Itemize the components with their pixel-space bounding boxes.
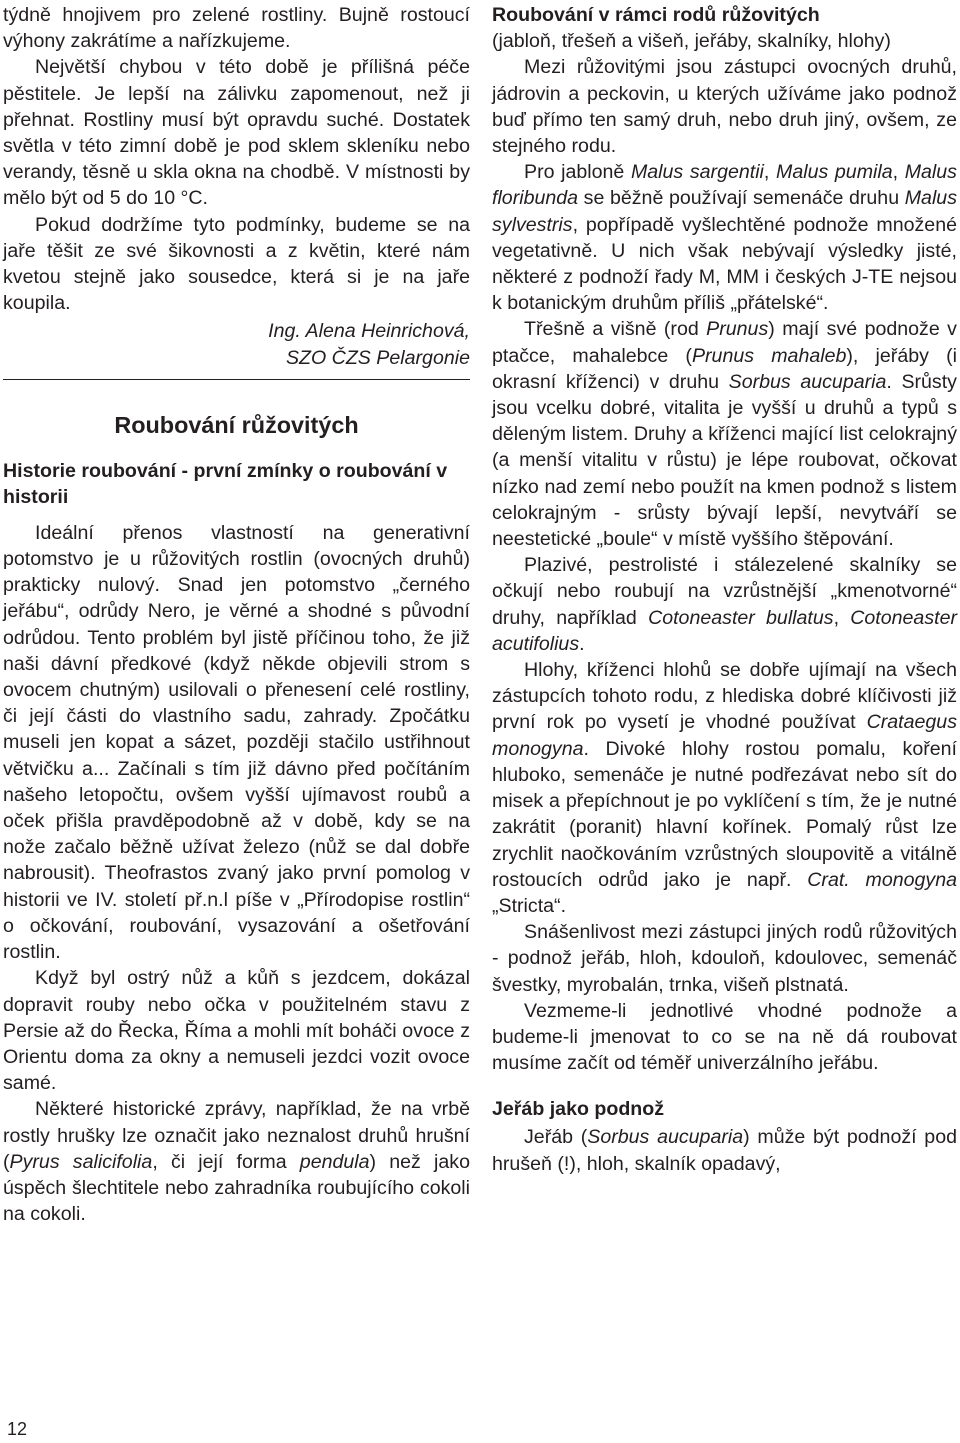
paragraph — [492, 1124, 957, 1176]
left-column — [3, 2, 470, 1227]
text: se běžně používají semenáče druhu — [578, 187, 905, 210]
italic-text: Pyrus salicifolia — [9, 1150, 153, 1173]
text: Mezi růžovitými jsou zástupci ovocných druhů, jádrovin a peckovin, u kterých užíváme jako podnož buď přímo ten samý druh, nebo druh jiný, ovšem, ze stejného rodu. — [492, 56, 957, 158]
text: , popřípadě vyšlechtěné podnože množené vegetativně. U nich však nebývají výsledky jisté, některé z podnoží řady M, MM i českých J-TE nejsou k botanickým druhům příliš „přátelské“. — [492, 213, 957, 315]
text: Jeřáb ( — [524, 1126, 588, 1149]
paragraph — [492, 54, 957, 159]
text: Když byl ostrý nůž a kůň s jezdcem, dokázal dopravit rouby nebo očka v použitelném stavu z Persie až do Řecka, Říma a mohli mít boháči ovoce z Orientu doma za okny a nemuseli jezdci vozit ovoce samé. — [3, 967, 470, 1095]
grafting-section — [492, 28, 957, 1076]
italic-text: Sorbus aucuparia — [587, 1126, 744, 1149]
italic-text: Crat. monogyna — [807, 868, 958, 891]
paragraph — [492, 657, 957, 919]
text: Největší chybou v této době je přílišná péče pěstitele. Je lepší na zálivku zapomenout, než ji přehnat. Rostliny musí být opravdu suché. Dostatek světla v této zimní době je pod sklem skleníku nebo verandy, těsně u skla okna na chodbě. V místnosti by mělo být od 5 do 10 °C. — [3, 56, 470, 210]
italic-text: Malus sargentii — [630, 161, 764, 184]
section-heading-rowan-rootstock: Jeřáb jako podnož — [492, 1098, 665, 1121]
history-section — [3, 520, 470, 1227]
text: ) může být podnoží pod hrušeň (!), hloh, skalník opadavý, — [492, 1126, 957, 1175]
text: Pokud dodržíme tyto podmínky, budeme se na jaře těšit ze své šikovnosti a z květin, které nám kvetou stejně jako sousedce, která si je na jaře koupila. — [3, 213, 470, 315]
paragraph — [492, 159, 957, 316]
text: ) než jako úspěch šlechtitele nebo zahradníka roubujícího cokoli na cokoli. — [3, 1150, 470, 1226]
italic-text: Cotoneaster acutifolius — [492, 606, 957, 655]
italic-text: Malus pumila — [776, 161, 893, 184]
italic-text: Malus floribunda — [492, 161, 957, 210]
text: Třešně a višně (rod — [524, 318, 707, 341]
paragraph — [492, 998, 957, 1077]
text: . Srůsty jsou vcelku dobré, vitalita je vyšší u druhů a typů s děleným listem. Druhy a kříženci mající list celokrajný (a menší vitalitu v růstu) je lépe roubovat, očkovat nízko nad zemí nebo použít na kmen podnož s listem celokrajným - srůsty bývají lepší, nevytváří se neestetické „boule“ v místě vyššího štěpování. — [492, 370, 957, 551]
text: ), jeřáby (i okrasní kříženci) v druhu — [492, 344, 957, 393]
text: Některé historické zprávy, například, že na vrbě rostly hrušky lze označit jako neznalost druhů hrušní ( — [3, 1098, 470, 1173]
intro-section — [3, 2, 470, 316]
text: (jabloň, třešeň a višeň, jeřáby, skalníky, hlohy) — [492, 30, 891, 53]
text: ) mají své podnože v ptačce, mahalebce ( — [492, 318, 957, 367]
text: Vezmeme-li jednotlivé vhodné podnože a budeme-li jmenovat to co se na ně dá roubovat musíme začít od téměř univerzálního jeřábu. — [492, 999, 957, 1075]
byline-author: Ing. Alena Heinrichová, — [268, 320, 470, 343]
text: Plazivé, pestrolisté i stálezelené skalníky se očkují nebo roubují na vzrůstnější „kmenotvorné“ druhy, například — [492, 554, 957, 629]
paragraph — [3, 2, 470, 54]
italic-text: Sorbus aucuparia — [728, 370, 887, 393]
text: , či její forma — [152, 1150, 300, 1173]
italic-text: Malus sylvestris — [492, 187, 957, 236]
byline-organization: SZO ČZS Pelargonie — [285, 346, 470, 369]
italic-text: Crataegus monogyna — [492, 711, 957, 760]
text: Ideální přenos vlastností na generativní potomstvo je u růžovitých rostlin (ovocných druhů) prakticky nulový. Snad jen potomstvo „černého jeřábu“, odrůdy Nero, je věrné a shodné s původní odrůdou. Tento problém byl jistě příčinou toho, že již naši dávní předkové (když někde objevili strom s ovocem chutným) usilovali o přenesení celé rostliny, či její části do vlastního sadu, zahrady. Zpočátku museli jen kopat a sázet, později stačilo ustřihnout větvičku a... Začínali s tím již dávno před počítáním našeho letopočtu, ovšem vyšší ujímavost roubů a oček přišla pravděpodobně až v době, kdy se na nože začalo běžně užívat železo (nůž se dal dobře nabrousit). Theofrastos zvaný jako první pomolog v historii ve IV. století př.n.l píše v „Přírodopise rostlin“ o očkování, roubování, vysazování a ošetřování rostlin. — [3, 521, 470, 964]
italic-text: Cotoneaster bullatus — [648, 606, 834, 629]
rowan-section — [492, 1124, 957, 1176]
text: „Stricta“. — [492, 894, 567, 917]
paragraph — [3, 520, 470, 965]
italic-text: Prunus — [706, 318, 769, 341]
section-heading-grafting-within-genera: Roubování v rámci rodů růžovitých — [492, 4, 820, 26]
section-divider — [3, 379, 470, 380]
text: , — [892, 161, 905, 184]
text: Hlohy, kříženci hlohů se dobře ujímají na všech zástupcích tohoto rodu, z hlediska dobré klíčivosti již první rok po vysetí je vhodné používat — [492, 659, 957, 734]
text: Pro jabloně — [524, 161, 631, 184]
paragraph — [492, 552, 957, 657]
paragraph — [492, 28, 957, 54]
paragraph — [492, 919, 957, 998]
paragraph — [492, 316, 957, 552]
text: týdně hnojivem pro zelené rostliny. Bujně rostoucí výhony zakrátíme a nařízkujeme. — [3, 4, 470, 53]
text: , — [833, 606, 851, 629]
italic-text: pendula — [299, 1150, 370, 1173]
right-column — [492, 2, 957, 1177]
text: . Divoké hlohy rostou pomalu, koření hluboko, semenáče je nutné podřezávat nebo sít do misek a přepíchnout je po vyklíčení s tím, že je nutné zakrátit (poranit) hlavní kořínek. Pomalý růst lze zrychlit naočkováním vzrůstných sloupovitě a vitálně rostoucích odrůd jako je např. — [492, 737, 957, 891]
section-heading-history: Historie roubování - první zmínky o roubování v historii — [3, 459, 448, 508]
byline — [3, 318, 470, 370]
italic-text: Prunus mahaleb — [691, 344, 847, 367]
paragraph — [3, 212, 470, 317]
text: . — [579, 632, 585, 655]
text: Snášenlivost mezi zástupci jiných rodů růžovitých - podnož jeřáb, hloh, kdouloň, kdoulovec, semenáč švestky, myrobalán, trnka, višeň plstnatá. — [492, 921, 957, 996]
paragraph — [3, 965, 470, 1096]
text: , — [763, 161, 776, 184]
paragraph — [3, 1096, 470, 1227]
page-number: 12 — [7, 1419, 28, 1439]
article-title: Roubování růžovitých — [114, 411, 359, 438]
paragraph — [3, 54, 470, 211]
